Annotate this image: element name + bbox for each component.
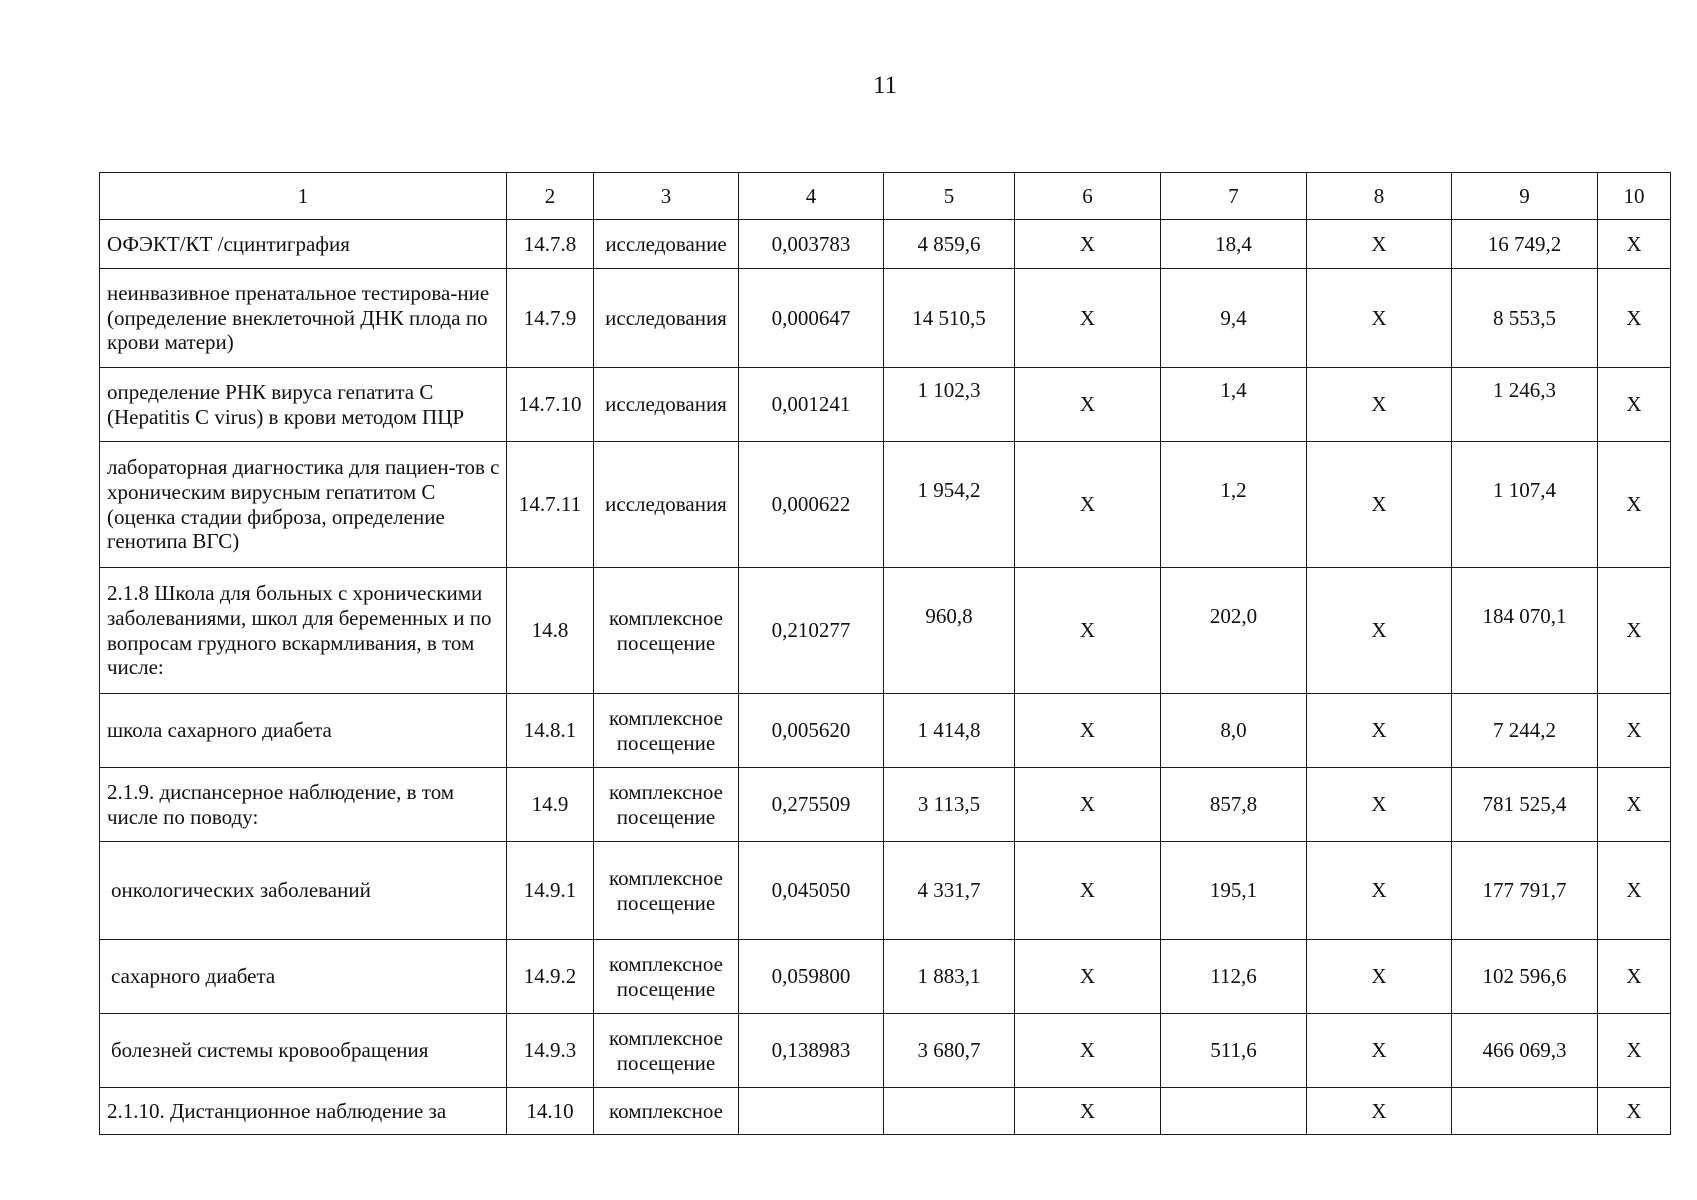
cell-col-10: X	[1598, 842, 1671, 940]
table-header-row	[100, 173, 1671, 220]
cell-col-10: X	[1598, 220, 1671, 269]
cell-col-7	[1161, 1088, 1307, 1135]
cell-col-4: 0,138983	[739, 1014, 884, 1088]
cell-col-7: 511,6	[1161, 1014, 1307, 1088]
row-name: болезней системы кровообращения	[100, 1014, 507, 1088]
cell-col-5: 1 954,2	[884, 442, 1015, 568]
cell-col-9: 16 749,2	[1452, 220, 1598, 269]
row-unit: исследования	[594, 368, 739, 442]
cell-col-9: 184 070,1	[1452, 568, 1598, 694]
cell-col-8: X	[1307, 568, 1452, 694]
page-number: 11	[872, 72, 898, 99]
cell-col-5: 960,8	[884, 568, 1015, 694]
cell-col-4: 0,059800	[739, 940, 884, 1014]
column-header: 10	[1598, 173, 1671, 220]
column-header: 2	[507, 173, 594, 220]
cell-col-8: X	[1307, 1014, 1452, 1088]
cell-col-7: 1,4	[1161, 368, 1307, 442]
row-unit: комплексное посещение	[594, 768, 739, 842]
cell-col-7: 195,1	[1161, 842, 1307, 940]
row-unit: комплексное посещение	[594, 842, 739, 940]
table-row	[100, 269, 1671, 368]
cell-col-5: 4 331,7	[884, 842, 1015, 940]
row-code: 14.8	[507, 568, 594, 694]
row-name: 2.1.10. Дистанционное наблюдение за	[100, 1088, 507, 1135]
row-name: сахарного диабета	[100, 940, 507, 1014]
row-unit: исследования	[594, 269, 739, 368]
cell-col-6: X	[1015, 568, 1161, 694]
cell-col-10: X	[1598, 269, 1671, 368]
cell-col-6: X	[1015, 768, 1161, 842]
table-row	[100, 368, 1671, 442]
cell-col-4	[739, 1088, 884, 1135]
cell-col-8: X	[1307, 368, 1452, 442]
row-code: 14.8.1	[507, 694, 594, 768]
cell-col-10: X	[1598, 768, 1671, 842]
row-unit: комплексное посещение	[594, 694, 739, 768]
table-row	[100, 694, 1671, 768]
row-code: 14.7.8	[507, 220, 594, 269]
cell-col-4: 0,275509	[739, 768, 884, 842]
cell-col-6: X	[1015, 694, 1161, 768]
cell-col-6: X	[1015, 220, 1161, 269]
cell-col-7: 202,0	[1161, 568, 1307, 694]
cell-col-8: X	[1307, 694, 1452, 768]
cell-col-6: X	[1015, 940, 1161, 1014]
cell-col-4: 0,210277	[739, 568, 884, 694]
cell-col-8: X	[1307, 1088, 1452, 1135]
row-code: 14.9.1	[507, 842, 594, 940]
cell-col-7: 9,4	[1161, 269, 1307, 368]
cell-col-10: X	[1598, 940, 1671, 1014]
row-unit: исследование	[594, 220, 739, 269]
row-code: 14.9.2	[507, 940, 594, 1014]
column-header: 1	[100, 173, 507, 220]
cell-col-8: X	[1307, 940, 1452, 1014]
row-code: 14.7.10	[507, 368, 594, 442]
row-name: неинвазивное пренатальное тестирова-ние (определение внеклеточной ДНК плода по крови матери)	[100, 269, 507, 368]
cell-col-5: 1 883,1	[884, 940, 1015, 1014]
table-row	[100, 1088, 1671, 1135]
cell-col-7: 18,4	[1161, 220, 1307, 269]
cell-col-6: X	[1015, 269, 1161, 368]
column-header: 5	[884, 173, 1015, 220]
cell-col-5	[884, 1088, 1015, 1135]
row-code: 14.10	[507, 1088, 594, 1135]
cell-col-9: 466 069,3	[1452, 1014, 1598, 1088]
row-code: 14.9.3	[507, 1014, 594, 1088]
row-code: 14.9	[507, 768, 594, 842]
data-table	[99, 172, 1671, 1135]
row-name: онкологических заболеваний	[100, 842, 507, 940]
cell-col-10: X	[1598, 368, 1671, 442]
column-header: 9	[1452, 173, 1598, 220]
cell-col-5: 14 510,5	[884, 269, 1015, 368]
cell-col-8: X	[1307, 842, 1452, 940]
cell-col-9: 7 244,2	[1452, 694, 1598, 768]
row-name: ОФЭКТ/КТ /сцинтиграфия	[100, 220, 507, 269]
row-unit: комплексное посещение	[594, 940, 739, 1014]
table-row	[100, 568, 1671, 694]
cell-col-9: 8 553,5	[1452, 269, 1598, 368]
table-row	[100, 442, 1671, 568]
row-code: 14.7.11	[507, 442, 594, 568]
column-header: 8	[1307, 173, 1452, 220]
cell-col-4: 0,003783	[739, 220, 884, 269]
cell-col-9: 102 596,6	[1452, 940, 1598, 1014]
column-header: 4	[739, 173, 884, 220]
cell-col-5: 4 859,6	[884, 220, 1015, 269]
cell-col-10: X	[1598, 1014, 1671, 1088]
table-row	[100, 940, 1671, 1014]
cell-col-8: X	[1307, 220, 1452, 269]
cell-col-8: X	[1307, 269, 1452, 368]
cell-col-10: X	[1598, 442, 1671, 568]
cell-col-10: X	[1598, 568, 1671, 694]
row-unit: комплексное посещение	[594, 568, 739, 694]
row-code: 14.7.9	[507, 269, 594, 368]
cell-col-5: 3 680,7	[884, 1014, 1015, 1088]
cell-col-6: X	[1015, 842, 1161, 940]
cell-col-8: X	[1307, 768, 1452, 842]
row-name: школа сахарного диабета	[100, 694, 507, 768]
row-name: 2.1.8 Школа для больных с хроническими заболеваниями, школ для беременных и по вопросам грудного вскармливания, в том числе:	[100, 568, 507, 694]
cell-col-8: X	[1307, 442, 1452, 568]
cell-col-4: 0,005620	[739, 694, 884, 768]
cell-col-5: 3 113,5	[884, 768, 1015, 842]
column-header: 6	[1015, 173, 1161, 220]
column-header: 7	[1161, 173, 1307, 220]
cell-col-7: 1,2	[1161, 442, 1307, 568]
cell-col-9	[1452, 1088, 1598, 1135]
cell-col-4: 0,000647	[739, 269, 884, 368]
cell-col-4: 0,001241	[739, 368, 884, 442]
cell-col-4: 0,000622	[739, 442, 884, 568]
cell-col-10: X	[1598, 1088, 1671, 1135]
cell-col-9: 1 107,4	[1452, 442, 1598, 568]
table-row	[100, 768, 1671, 842]
cell-col-4: 0,045050	[739, 842, 884, 940]
cell-col-9: 177 791,7	[1452, 842, 1598, 940]
cell-col-6: X	[1015, 442, 1161, 568]
cell-col-9: 781 525,4	[1452, 768, 1598, 842]
cell-col-6: X	[1015, 1088, 1161, 1135]
table-row	[100, 842, 1671, 940]
row-name: определение РНК вируса гепатита С (Hepatitis C virus) в крови методом ПЦР	[100, 368, 507, 442]
table-row	[100, 1014, 1671, 1088]
cell-col-6: X	[1015, 1014, 1161, 1088]
row-unit: комплексное	[594, 1088, 739, 1135]
cell-col-5: 1 414,8	[884, 694, 1015, 768]
row-name: лабораторная диагностика для пациен-тов с хроническим вирусным гепатитом С (оценка стадии фиброза, определение генотипа ВГС)	[100, 442, 507, 568]
cell-col-5: 1 102,3	[884, 368, 1015, 442]
cell-col-7: 857,8	[1161, 768, 1307, 842]
cell-col-6: X	[1015, 368, 1161, 442]
cell-col-7: 8,0	[1161, 694, 1307, 768]
table-row	[100, 220, 1671, 269]
cell-col-7: 112,6	[1161, 940, 1307, 1014]
row-unit: исследования	[594, 442, 739, 568]
cell-col-10: X	[1598, 694, 1671, 768]
column-header: 3	[594, 173, 739, 220]
row-unit: комплексное посещение	[594, 1014, 739, 1088]
cell-col-9: 1 246,3	[1452, 368, 1598, 442]
row-name: 2.1.9. диспансерное наблюдение, в том числе по поводу:	[100, 768, 507, 842]
